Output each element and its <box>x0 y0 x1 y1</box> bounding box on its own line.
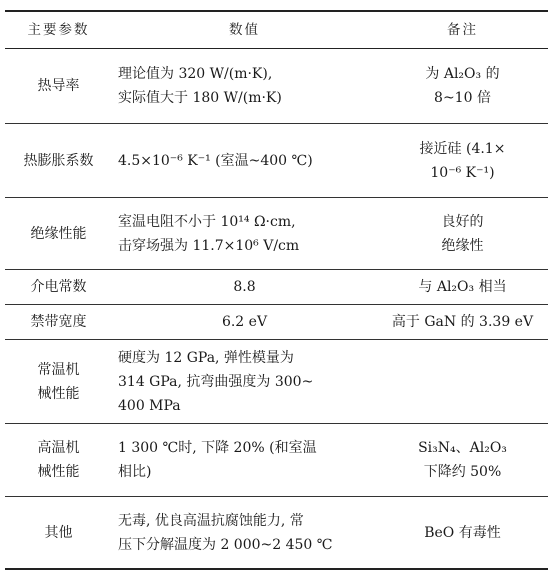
value-text: 理论值为 320 W/(m·K), <box>118 66 273 82</box>
param-text: 高温机 <box>37 440 80 456</box>
param-text: 介电常数 <box>30 279 87 295</box>
param-cell <box>5 270 112 304</box>
note-cell <box>377 270 548 304</box>
param-text: 禁带宽度 <box>30 314 87 330</box>
value-cell <box>112 424 377 496</box>
note-cell <box>377 497 548 568</box>
note-cell <box>377 424 548 496</box>
param-text: 热膨胀系数 <box>23 152 94 169</box>
note-cell <box>377 340 548 423</box>
param-cell <box>5 49 112 123</box>
param-text: 绝缘性能 <box>30 225 87 242</box>
table-row <box>5 305 548 340</box>
param-text: 常温机 <box>37 361 80 378</box>
header-param: 主要参数 <box>27 22 90 38</box>
parameter-table <box>5 10 548 570</box>
note-text: 下降约 50% <box>423 464 502 480</box>
param-cell <box>5 340 112 423</box>
value-text: 压下分解温度为 2 000~2 450 ℃ <box>118 536 333 553</box>
note-text: 8~10 倍 <box>434 90 491 106</box>
table-row <box>5 124 548 198</box>
param-text: 其他 <box>44 524 73 541</box>
param-cell <box>5 124 112 197</box>
param-cell <box>5 198 112 269</box>
value-text: 314 GPa, 抗弯曲强度为 300~ <box>118 373 314 390</box>
note-text: 为 Al₂O₃ 的 <box>425 66 500 82</box>
value-cell <box>112 497 377 568</box>
param-text: 械性能 <box>37 385 80 402</box>
note-cell <box>377 124 548 197</box>
table-row <box>5 49 548 124</box>
note-cell <box>377 49 548 123</box>
param-text: 热导率 <box>37 78 80 94</box>
value-text: 相比) <box>118 464 152 480</box>
value-text: 4.5×10⁻⁶ K⁻¹ (室温~400 ℃) <box>118 152 313 169</box>
value-cell <box>112 124 377 197</box>
table-row <box>5 424 548 497</box>
table-row <box>5 198 548 270</box>
param-cell <box>5 497 112 568</box>
header-note: 备注 <box>447 22 478 38</box>
value-text: 室温电阻不小于 10¹⁴ Ω·cm, <box>118 213 296 230</box>
note-text: 接近硅 (4.1× <box>419 140 506 157</box>
note-text: 高于 GaN 的 3.39 eV <box>391 314 534 330</box>
value-text: 击穿场强为 11.7×10⁶ V/cm <box>118 237 300 254</box>
note-text: Si₃N₄、Al₂O₃ <box>418 440 507 456</box>
table-header-row <box>5 10 548 49</box>
value-text: 1 300 ℃时, 下降 20% (和室温 <box>118 440 317 456</box>
value-text: 6.2 eV <box>221 314 268 330</box>
param-text: 械性能 <box>37 464 80 480</box>
note-text: 良好的 <box>441 213 484 230</box>
note-cell <box>377 198 548 269</box>
value-cell <box>112 49 377 123</box>
note-text: 10⁻⁶ K⁻¹) <box>430 164 495 181</box>
table-row <box>5 270 548 305</box>
value-text: 8.8 <box>233 279 256 295</box>
table-row <box>5 340 548 424</box>
value-text: 400 MPa <box>118 397 181 414</box>
note-text: 绝缘性 <box>441 237 484 254</box>
header-value: 数值 <box>229 22 260 38</box>
param-cell <box>5 424 112 496</box>
note-text: 与 Al₂O₃ 相当 <box>418 279 507 295</box>
value-cell <box>112 198 377 269</box>
value-cell <box>112 270 377 304</box>
value-cell <box>112 305 377 339</box>
table-row <box>5 497 548 570</box>
value-text: 硬度为 12 GPa, 弹性模量为 <box>118 349 294 366</box>
value-text: 无毒, 优良高温抗腐蚀能力, 常 <box>118 512 304 529</box>
note-cell <box>377 305 548 339</box>
note-text: BeO 有毒性 <box>424 524 501 541</box>
param-cell <box>5 305 112 339</box>
value-text: 实际值大于 180 W/(m·K) <box>118 90 282 106</box>
value-cell <box>112 340 377 423</box>
